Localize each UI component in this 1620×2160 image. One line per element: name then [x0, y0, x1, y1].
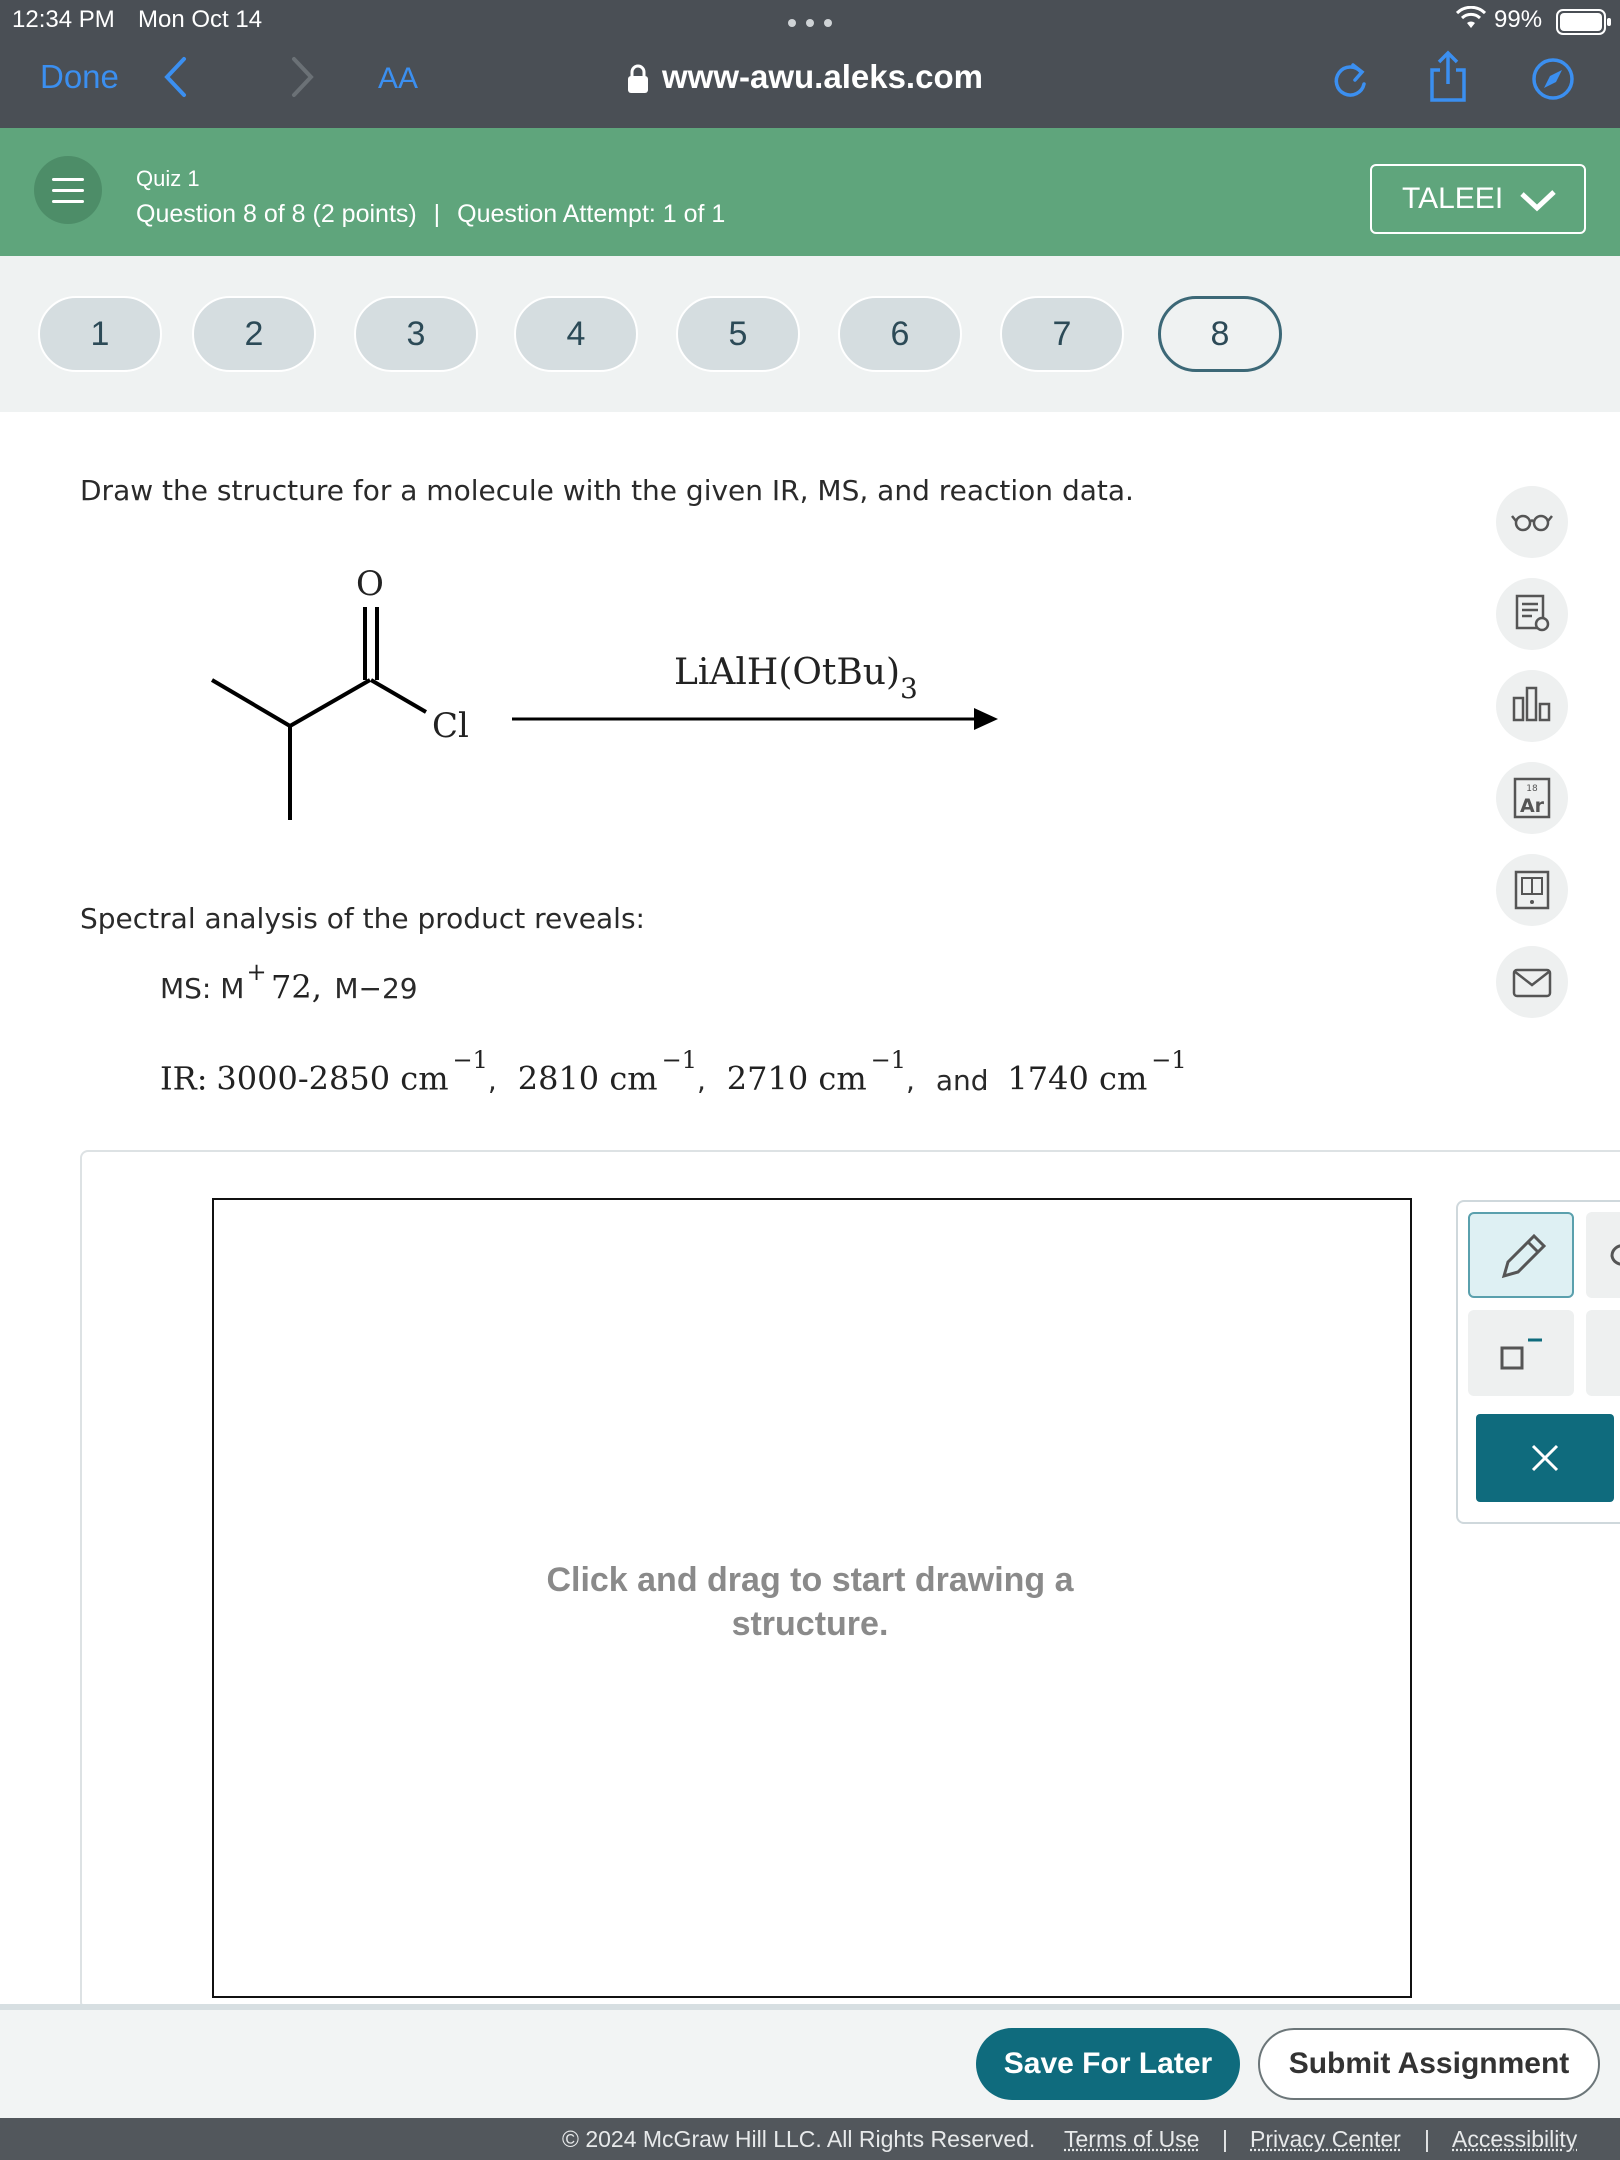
question-info: Question 8 of 8 (2 points) [136, 200, 417, 228]
question-nav-7[interactable]: 7 [1000, 296, 1124, 372]
ir-and: and [935, 1063, 989, 1097]
notes-icon[interactable] [1496, 578, 1568, 650]
lock-icon [626, 64, 650, 94]
canvas-hint: Click and drag to start drawing a structure. [546, 1561, 1074, 1643]
footer-separator-1: | [1222, 2126, 1228, 2152]
ms-mass: 72, [271, 968, 322, 1006]
question-nav-3[interactable]: 3 [354, 296, 478, 372]
chlorine-atom-label: Cl [432, 706, 469, 746]
compass-icon[interactable] [1530, 56, 1576, 102]
ir-comma-2: , [696, 1063, 706, 1097]
mail-icon[interactable] [1496, 946, 1568, 1018]
question-prompt: Draw the structure for a molecule with the given IR, MS, and reaction data. [80, 474, 1134, 507]
ir-exponent-2: −1 [661, 1046, 697, 1074]
reagent-subscript: 3 [900, 672, 918, 706]
privacy-link[interactable]: Privacy Center [1250, 2126, 1401, 2152]
tool-button-4[interactable] [1586, 1310, 1620, 1396]
done-button[interactable]: Done [40, 58, 119, 95]
ir-exponent-4: −1 [1151, 1046, 1187, 1074]
terms-link[interactable]: Terms of Use [1064, 2126, 1200, 2152]
status-time: 12:34 PM [12, 6, 115, 33]
battery-icon [1556, 9, 1612, 35]
periodic-table-icon[interactable] [1496, 762, 1568, 834]
ir-value-3: 2710 cm [726, 1059, 867, 1098]
wifi-icon [1456, 6, 1488, 32]
svg-text:Ar: Ar [1519, 795, 1545, 817]
reagent-formula: LiAlH(OtBu) [674, 652, 901, 693]
ir-value-2: 2810 cm [517, 1059, 658, 1098]
copyright: © 2024 McGraw Hill LLC. All Rights Reserved. [562, 2126, 1036, 2152]
forward-icon[interactable] [290, 56, 316, 98]
ir-exponent-1: −1 [452, 1046, 488, 1074]
status-date: Mon Oct 14 [138, 6, 263, 33]
share-icon[interactable] [1426, 50, 1470, 104]
oxygen-atom-label: O [356, 564, 384, 604]
question-nav-5[interactable]: 5 [676, 296, 800, 372]
reactant-structure [200, 560, 500, 830]
ms-charge: + [246, 957, 267, 986]
url-field[interactable]: www-awu.aleks.com [662, 58, 983, 95]
svg-text:18: 18 [1526, 784, 1538, 794]
footer [0, 2118, 1620, 2160]
ir-exponent-3: −1 [870, 1046, 907, 1074]
text-size-button[interactable]: AA [378, 62, 419, 95]
battery-level: 99% [1494, 6, 1543, 33]
pencil-icon [1496, 1228, 1552, 1284]
ms-label: MS: M [160, 972, 245, 1005]
question-nav-2[interactable]: 2 [192, 296, 316, 372]
charge-tool-button[interactable] [1468, 1310, 1574, 1396]
user-name: TALEEI [1402, 182, 1504, 215]
quiz-title: Quiz 1 [136, 166, 200, 191]
clear-button[interactable] [1476, 1414, 1614, 1502]
charge-icon [1498, 1328, 1548, 1378]
submit-assignment-button[interactable]: Submit Assignment [1258, 2028, 1600, 2100]
tool-button-2[interactable] [1586, 1212, 1620, 1298]
reagent-label [674, 652, 918, 706]
ms-fragment: M−29 [334, 972, 418, 1005]
ir-comma-1: , [487, 1063, 497, 1097]
pencil-tool-button[interactable] [1468, 1212, 1574, 1298]
book-icon[interactable] [1496, 854, 1568, 926]
back-icon[interactable] [162, 56, 188, 98]
question-nav-1[interactable]: 1 [38, 296, 162, 372]
user-menu-button[interactable] [1370, 164, 1586, 234]
footer-separator-2: | [1424, 2126, 1430, 2152]
accessibility-link[interactable]: Accessibility [1452, 2126, 1578, 2152]
reaction-arrow [510, 704, 1000, 734]
lasso-icon [1606, 1244, 1620, 1268]
ms-data [160, 957, 418, 1006]
chevron-down-icon [1518, 186, 1558, 216]
question-info-line [136, 200, 725, 229]
menu-icon[interactable] [34, 156, 102, 224]
save-for-later-button[interactable]: Save For Later [976, 2028, 1240, 2100]
close-icon [1529, 1442, 1561, 1474]
spectral-intro: Spectral analysis of the product reveals: [80, 902, 645, 935]
ir-value-1: 3000-2850 cm [216, 1059, 449, 1098]
ir-label: IR: [160, 1059, 208, 1098]
question-nav-4[interactable]: 4 [514, 296, 638, 372]
attempt-info: Question Attempt: 1 of 1 [457, 200, 726, 228]
glasses-icon[interactable] [1496, 486, 1568, 558]
chart-icon[interactable] [1496, 670, 1568, 742]
header-separator: | [433, 200, 441, 228]
question-nav-8[interactable]: 8 [1158, 296, 1282, 372]
ir-comma-3: , [906, 1063, 915, 1097]
ir-data [160, 1046, 1187, 1098]
question-nav-6[interactable]: 6 [838, 296, 962, 372]
multitask-dots-icon[interactable] [786, 15, 834, 25]
ir-value-4: 1740 cm [1007, 1059, 1148, 1098]
reload-icon[interactable] [1328, 58, 1372, 102]
